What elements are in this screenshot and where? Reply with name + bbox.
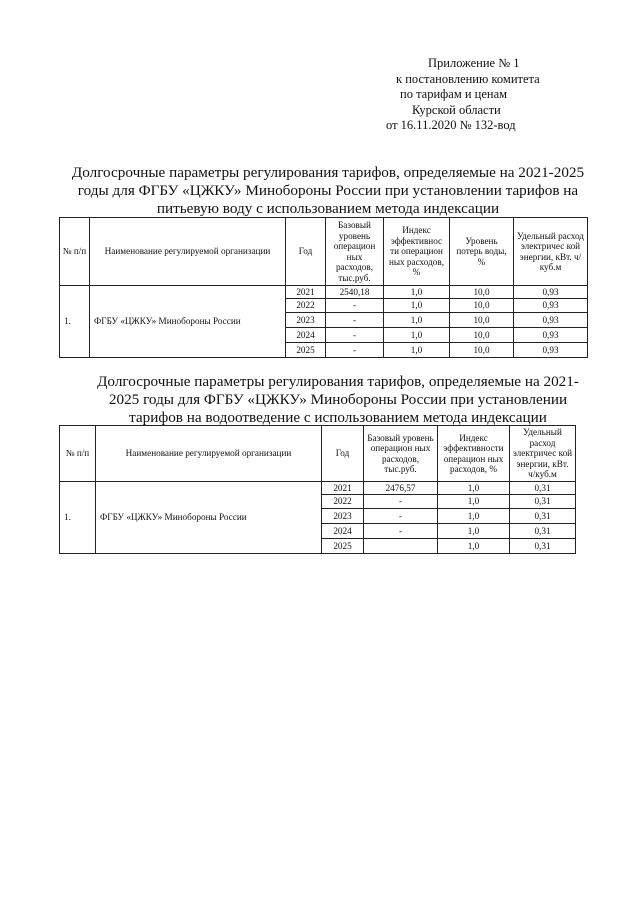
org-name: ФГБУ «ЦЖКУ» Минобороны России xyxy=(96,482,322,554)
cell-energy: 0,31 xyxy=(510,482,576,495)
cell-loss: 10,0 xyxy=(450,299,514,313)
header-num: № п/п xyxy=(60,218,90,286)
cell-index: 1,0 xyxy=(438,482,510,495)
header-year: Год xyxy=(286,218,326,286)
cell-year: 2023 xyxy=(286,313,326,328)
cell-energy: 0,93 xyxy=(514,328,588,343)
header-index: Индекс эффективности операцион ных расходов, % xyxy=(438,426,510,482)
appendix-line-4: Курской области xyxy=(412,102,501,117)
appendix-line-5: от 16.11.2020 № 132-вод xyxy=(386,118,516,132)
cell-year: 2025 xyxy=(322,539,364,554)
cell-year: 2024 xyxy=(286,328,326,343)
cell-index: 1,0 xyxy=(438,509,510,524)
row-num: 1. xyxy=(60,286,90,358)
cell-energy: 0,31 xyxy=(510,509,576,524)
cell-year: 2022 xyxy=(286,299,326,313)
cell-loss: 10,0 xyxy=(450,286,514,299)
header-org: Наименование регулируемой организации xyxy=(90,218,286,286)
cell-index: 1,0 xyxy=(384,313,450,328)
cell-index: 1,0 xyxy=(438,495,510,509)
cell-year: 2024 xyxy=(322,524,364,539)
table-header-row xyxy=(60,426,576,482)
header-base: Базовый уровень операцион ных расходов, тыс.руб. xyxy=(364,426,438,482)
cell-base: - xyxy=(326,313,384,328)
cell-base: - xyxy=(326,299,384,313)
cell-index: 1,0 xyxy=(384,299,450,313)
header-energy: Удельный расход электричес кой энергии, кВт. ч/куб.м xyxy=(514,218,588,286)
header-index: Индекс эффективнос ти операцион ных расходов, % xyxy=(384,218,450,286)
cell-loss: 10,0 xyxy=(450,328,514,343)
cell-year: 2023 xyxy=(322,509,364,524)
header-base: Базовый уровень операцион ных расходов, тыс.руб. xyxy=(326,218,384,286)
cell-base: - xyxy=(326,328,384,343)
appendix-header xyxy=(386,56,596,134)
cell-year: 2021 xyxy=(322,482,364,495)
cell-year: 2022 xyxy=(322,495,364,509)
cell-base: - xyxy=(326,343,384,358)
cell-base: 2476,57 xyxy=(364,482,438,495)
org-name: ФГБУ «ЦЖКУ» Минобороны России xyxy=(90,286,286,358)
cell-energy: 0,31 xyxy=(510,495,576,509)
header-org: Наименование регулируемой организации xyxy=(96,426,322,482)
cell-energy: 0,31 xyxy=(510,539,576,554)
cell-loss: 10,0 xyxy=(450,343,514,358)
header-year: Год xyxy=(322,426,364,482)
cell-energy: 0,93 xyxy=(514,299,588,313)
cell-base: - xyxy=(364,495,438,509)
cell-energy: 0,93 xyxy=(514,286,588,299)
header-num: № п/п xyxy=(60,426,96,482)
cell-index: 1,0 xyxy=(438,524,510,539)
cell-index: 1,0 xyxy=(384,286,450,299)
cell-base: - xyxy=(364,524,438,539)
section2-table xyxy=(59,425,576,554)
table-row xyxy=(60,482,576,495)
section1-title: Долгосрочные параметры регулирования тарифов, определяемые на 2021-2025 годы для ФГБУ «ЦЖКУ» Минобороны России при установлении тарифов на питьевую воду с использованием метода индексации xyxy=(71,164,585,217)
cell-base xyxy=(364,539,438,554)
cell-year: 2025 xyxy=(286,343,326,358)
cell-base: - xyxy=(364,509,438,524)
cell-index: 1,0 xyxy=(384,343,450,358)
header-energy: Удельный расход электричес кой энергии, кВт. ч/куб.м xyxy=(510,426,576,482)
table-header-row xyxy=(60,218,588,286)
table-row xyxy=(60,286,588,299)
section1-table xyxy=(59,217,588,358)
cell-energy: 0,93 xyxy=(514,313,588,328)
cell-base: 2540,18 xyxy=(326,286,384,299)
appendix-line-3: по тарифам и ценам xyxy=(400,87,508,101)
appendix-line-1: Приложение № 1 xyxy=(428,56,520,70)
header-loss: Уровень потерь воды, % xyxy=(450,218,514,286)
appendix-line-2: к постановлению комитета xyxy=(396,71,540,86)
row-num: 1. xyxy=(60,482,96,554)
cell-year: 2021 xyxy=(286,286,326,299)
section2-title: Долгосрочные параметры регулирования тарифов, определяемые на 2021-2025 годы для ФГБУ «ЦЖКУ» Минобороны России при установлении тарифов на водоотведение с использованием метода индексации xyxy=(97,373,579,426)
cell-loss: 10,0 xyxy=(450,313,514,328)
cell-energy: 0,31 xyxy=(510,524,576,539)
cell-index: 1,0 xyxy=(438,539,510,554)
cell-energy: 0,93 xyxy=(514,343,588,358)
cell-index: 1,0 xyxy=(384,328,450,343)
